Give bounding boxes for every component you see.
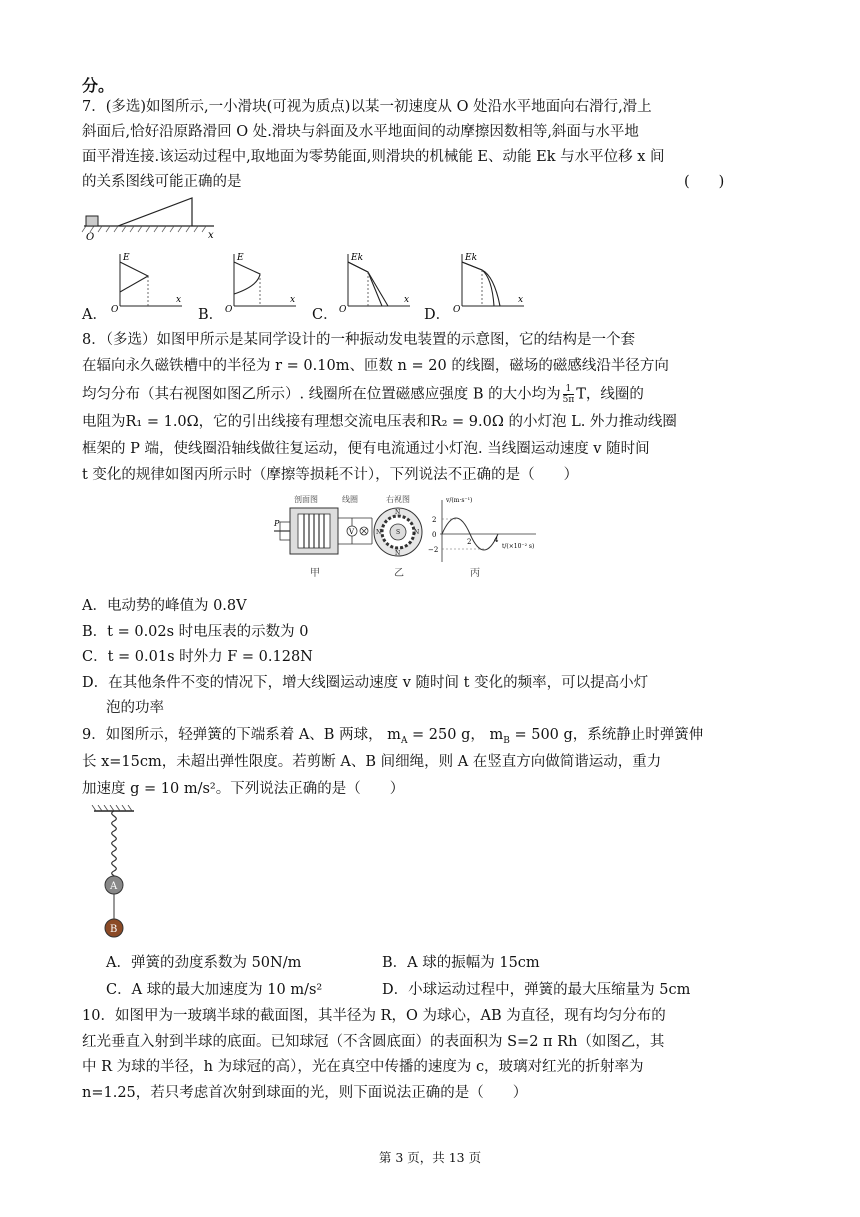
svg-text:S: S <box>396 529 401 536</box>
fraction-numerator: 1 <box>563 384 575 395</box>
q8-line-2: 在辐向永久磁铁槽中的半径为 r = 0.10m、匝数 n = 20 的线圈，磁场的磁感线沿半径方向 <box>82 358 669 374</box>
q7-option-a-graph[interactable] <box>108 248 188 314</box>
q7-option-a-label[interactable]: A． <box>82 307 107 323</box>
q8-generator-figure <box>272 492 562 584</box>
fig-o-label: O <box>86 232 95 242</box>
q7-line-1: 7．(多选)如图所示,一小滑块(可视为质点)以某一初速度从 O 处沿水平地面向右滑行,滑上 <box>82 99 652 115</box>
q10-line-3: 中 R 为球的半径，h 为球冠的高），光在真空中传播的速度为 c，玻璃对红光的折射率为 <box>82 1059 644 1075</box>
fig-x-label: x <box>208 230 214 241</box>
q9-option-d[interactable]: D．小球运动过程中，弹簧的最大压缩量为 5cm <box>382 982 691 998</box>
q7-line-2: 斜面后,恰好沿原路滑回 O 处.滑块与斜面及水平地面间的动摩擦因数相等,斜面与水平地 <box>82 124 639 140</box>
axis-label-x: x <box>518 295 524 305</box>
label-cross-section: 剖面图 <box>294 495 318 504</box>
q10-line-1: 10．如图甲为一玻璃半球的截面图，其半径为 R，O 为球心，AB 为直径，现有均匀分布的 <box>82 1008 666 1024</box>
q9-option-c[interactable]: C．A 球的最大加速度为 10 m/s² <box>106 982 323 998</box>
q8-option-a[interactable]: A．电动势的峰值为 0.8V <box>82 598 247 614</box>
q9-option-a[interactable]: A．弹簧的劲度系数为 50N/m <box>106 955 302 971</box>
q9-line-1-mid: = 250 g， m <box>407 727 504 743</box>
svg-text:N: N <box>395 509 401 516</box>
axis-label-x: x <box>176 295 182 305</box>
q8-line-6: t 变化的规律如图丙所示时（摩擦等损耗不计），下列说法不正确的是（ ） <box>82 467 579 483</box>
q10-line-2: 红光垂直入射到半球的底面。已知球冠（不含圆底面）的表面积为 S=2 π Rh（如图乙，其 <box>82 1034 665 1050</box>
q7-line-3: 面平滑连接.该运动过程中,取地面为零势能面,则滑块的机械能 E、动能 Ek 与水平位移 x 间 <box>82 149 665 165</box>
q8-option-d-line-2[interactable]: 泡的功率 <box>106 700 164 716</box>
q8-b-fraction <box>563 384 575 405</box>
vt-v-axis-label: v/(m·s⁻¹) <box>446 497 473 504</box>
q9-line-1-tail: = 500 g，系统静止时弹簧伸 <box>509 727 704 743</box>
axis-label-ek: Ek <box>465 253 478 263</box>
q7-option-d-label[interactable]: D． <box>424 307 451 323</box>
axis-label-ek: Ek <box>351 253 364 263</box>
q7-option-c-graph[interactable] <box>336 248 416 314</box>
page-footer: 第 3 页，共 13 页 <box>378 1150 482 1165</box>
q10-line-4: n=1.25，若只考虑首次射到球面的光，则下面说法正确的是（ ） <box>82 1085 528 1101</box>
q8-line-3-tail: T，线圈的 <box>576 386 644 403</box>
vt-t-axis-label: t/(×10⁻² s) <box>502 543 535 550</box>
axis-label-o: O <box>453 305 461 314</box>
q8-line-4: 电阻为R₁ = 1.0Ω，它的引出线接有理想交流电压表和R₂ = 9.0Ω 的小灯泡 L. 外力推动线圈 <box>82 414 677 430</box>
svg-text:N: N <box>414 529 420 536</box>
q7-slope-figure <box>80 188 220 242</box>
axis-label-x: x <box>290 295 296 305</box>
q9-mb-subscript: B <box>503 735 510 746</box>
q9-option-b[interactable]: B．A 球的振幅为 15cm <box>382 955 540 971</box>
vt-tick-t4: 4 <box>494 536 499 544</box>
q9-line-3: 加速度 g = 10 m/s²。下列说法正确的是（ ） <box>82 781 405 797</box>
axis-label-e: E <box>123 253 130 263</box>
q8-line-1: 8．（多选）如图甲所示是某同学设计的一种振动发电装置的示意图，它的结构是一个套 <box>82 332 635 348</box>
axis-label-e: E <box>237 253 244 263</box>
q9-spring-figure <box>90 805 140 945</box>
svg-text:N: N <box>395 550 401 557</box>
vt-tick-t2: 2 <box>467 538 472 546</box>
q8-option-d-line-1[interactable]: D．在其他条件不变的情况下，增大线圈运动速度 v 随时间 t 变化的频率，可以提高小灯 <box>82 675 649 691</box>
ball-a-label: A <box>110 881 118 892</box>
vt-tick-0: 0 <box>432 531 437 539</box>
q9-ma-subscript: A <box>400 735 408 746</box>
q7-option-c-label[interactable]: C． <box>312 307 338 323</box>
q8-option-b[interactable]: B．t = 0.02s 时电压表的示数为 0 <box>82 624 309 640</box>
q8-line-5: 框架的 P 端，使线圈沿轴线做往复运动，便有电流通过小灯泡. 当线圈运动速度 v 随时间 <box>82 441 650 457</box>
vt-tick-minus2: −2 <box>428 546 439 554</box>
vt-tick-2: 2 <box>432 516 437 524</box>
axis-label-o: O <box>225 305 233 314</box>
fraction-denominator: 5π <box>562 395 575 405</box>
label-right-view: 右视图 <box>386 495 410 504</box>
axis-label-o: O <box>339 305 347 314</box>
q7-answer-paren: ( ) <box>684 174 725 190</box>
label-yi: 乙 <box>394 568 404 579</box>
q7-option-b-graph[interactable] <box>222 248 302 314</box>
q8-line-3 <box>82 384 644 405</box>
label-jia: 甲 <box>310 568 320 579</box>
q9-line-1-head: 9．如图所示，轻弹簧的下端系着 A、B 两球， m <box>82 727 401 743</box>
svg-text:P: P <box>274 519 280 528</box>
svg-text:N: N <box>376 529 382 536</box>
label-bing: 丙 <box>470 568 480 579</box>
q8-line-3-text: 均匀分布（其右视图如图乙所示）. 线圈所在位置磁感应强度 B 的大小均为 <box>82 386 561 403</box>
q7-line-4: 的关系图线可能正确的是 <box>82 174 242 190</box>
q8-option-c[interactable]: C．t = 0.01s 时外力 F = 0.128N <box>82 649 313 665</box>
q9-line-1 <box>82 725 703 751</box>
carryover-text: 分。 <box>82 76 115 95</box>
q7-option-d-graph[interactable] <box>450 248 530 314</box>
axis-label-o: O <box>111 305 119 314</box>
axis-label-x: x <box>404 295 410 305</box>
spring <box>112 811 117 879</box>
label-coil: 线圈 <box>342 495 358 504</box>
q9-line-2: 长 x=15cm，未超出弹性限度。若剪断 A、B 间细绳，则 A 在竖直方向做简谐运动，重力 <box>82 754 662 770</box>
ball-b-label: B <box>110 924 118 935</box>
q7-option-b-label[interactable]: B． <box>198 307 224 323</box>
svg-text:V: V <box>349 528 355 536</box>
